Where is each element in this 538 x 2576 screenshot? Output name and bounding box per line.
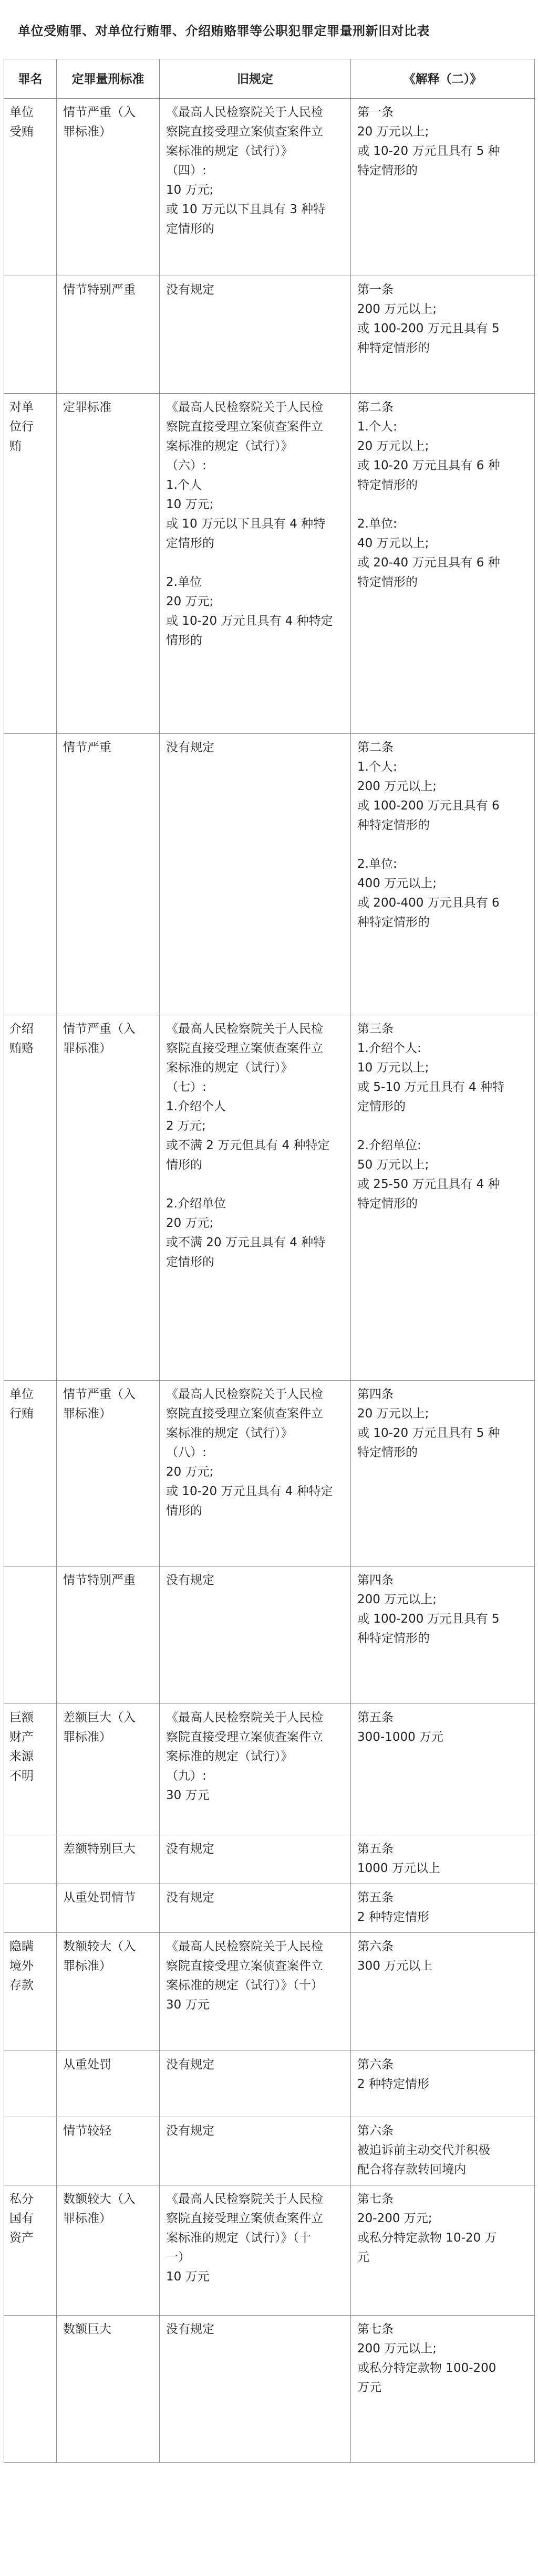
cell-line: 《最高人民检察院关于人民检 [166,1387,323,1401]
crime-cell [4,2117,57,2185]
old-rule-cell [160,99,351,276]
cell-line: （九）: [166,1769,206,1783]
cell-line: 元 [357,2251,369,2264]
cell-line: 察院直接受理立案侦查案件立 [166,1730,323,1744]
cell-line [357,495,528,514]
cell-line: 特定情形的 [357,164,418,177]
cell-line: 没有规定 [166,283,214,297]
cell-line: 巨额 [9,1711,34,1725]
cell-line: 单位 [9,106,34,119]
table-row [4,276,535,394]
new-rule-cell [351,394,535,734]
cell-line: 特定情形的 [357,478,418,492]
crime-cell [4,2316,57,2463]
standard-cell [57,2185,160,2316]
cell-line: 行贿 [9,1407,34,1421]
standard-cell [57,1566,160,1704]
new-rule-cell [351,2185,535,2316]
table-header-row [4,59,535,99]
crime-cell [4,394,57,734]
crime-cell [4,1835,57,1884]
cell-line: 或私分特定款物 100-200 [357,2361,496,2375]
cell-line: 特定情形的 [357,1197,418,1211]
header-crime: 罪名 [4,59,57,99]
cell-line: 或 10 万元以下且具有 3 种特 [166,203,326,216]
cell-line: 贿赂 [9,1042,34,1055]
cell-line: 没有规定 [166,2058,214,2072]
standard-cell [57,1884,160,1933]
cell-line: 或 10-20 万元且具有 5 种 [357,144,500,158]
standard-cell [57,1835,160,1884]
new-rule-cell [351,2117,535,2185]
table-row [4,1884,535,1933]
old-rule-cell [160,2117,351,2185]
standard-cell [57,394,160,734]
new-rule-cell [351,1704,535,1835]
cell-line: 数额较大（入 [63,1940,136,1953]
crime-cell [4,2051,57,2117]
crime-cell [4,276,57,394]
table-row [4,2051,535,2117]
cell-line: 第四条 [357,1573,394,1587]
document-title: 单位受贿罪、对单位行贿罪、介绍贿赂罪等公职犯罪定罪量刑新旧对比表 [18,23,430,38]
cell-line: 案标准的规定（试行）》 [166,439,293,453]
old-rule-cell [160,734,351,1015]
cell-line: 第七条 [357,2322,394,2336]
table-row [4,99,535,276]
cell-line: 定情形的 [357,1100,406,1113]
new-rule-cell [351,1566,535,1704]
new-rule-cell [351,2316,535,2463]
cell-line: 400 万元以上; [357,877,437,890]
cell-line: 资产 [9,2231,34,2245]
cell-line: 定罪标准 [63,401,111,414]
table-body [4,99,535,2463]
cell-line: 或 25-50 万元且具有 4 种 [357,1177,500,1191]
cell-line: 2.介绍单位: [357,1139,421,1152]
cell-line: 财产 [9,1730,34,1744]
cell-line: 察院直接受理立案侦查案件立 [166,2212,323,2225]
new-rule-cell [351,1884,535,1933]
cell-line: 《最高人民检察院关于人民检 [166,1022,323,1036]
cell-line: 20 万元以上; [357,125,429,139]
table-row [4,734,535,1015]
old-rule-cell [160,2185,351,2316]
new-rule-cell [351,276,535,394]
cell-line: 2 种特定情形 [357,1910,429,1924]
cell-line: 案标准的规定（试行）》（十） [166,1979,323,1992]
cell-line: 罪标准） [63,1042,111,1055]
cell-line: 没有规定 [166,1573,214,1587]
cell-line: 罪标准） [63,1407,111,1421]
cell-line: 2.介绍单位 [166,1197,226,1211]
crime-cell [4,1704,57,1835]
cell-line: 贿 [9,439,22,453]
new-rule-cell [351,734,535,1015]
cell-line: 或 100-200 万元且具有 5 [357,322,500,335]
cell-line: 《最高人民检察院关于人民检 [166,1711,323,1725]
cell-line: 从重处罚情节 [63,1891,136,1905]
cell-line: 或 200-400 万元且具有 6 [357,896,500,910]
cell-line: 种特定情形的 [357,341,430,355]
standard-cell [57,1704,160,1835]
cell-line: 特定情形的 [357,575,418,589]
cell-line: 没有规定 [166,2322,214,2336]
header-new-interpretation: 《解释（二）》 [351,59,535,99]
cell-line: 1.介绍个人: [357,1042,421,1055]
cell-line: 300-1000 万元 [357,1730,444,1744]
cell-line [357,835,528,855]
old-rule-cell [160,394,351,734]
cell-line: 2 种特定情形 [357,2077,429,2091]
cell-line: 介绍 [9,1022,34,1036]
cell-line: 第一条 [357,283,394,297]
cell-line: 1.个人: [357,420,397,434]
old-rule-cell [160,1884,351,1933]
cell-line: 或 100-200 万元且具有 6 [357,799,500,813]
cell-line: 差额特别巨大 [63,1842,136,1856]
old-rule-cell [160,1704,351,1835]
crime-cell [4,734,57,1015]
cell-line: 1.个人 [166,478,202,492]
cell-line: 第六条 [357,2124,394,2138]
cell-line: 《最高人民检察院关于人民检 [166,1940,323,1953]
cell-line: 10 万元以上; [357,1061,429,1075]
cell-line: 《最高人民检察院关于人民检 [166,2192,323,2206]
cell-line: 一） [166,2251,190,2264]
cell-line: 或 10-20 万元且具有 4 种特定 [166,614,333,628]
standard-cell [57,2316,160,2463]
cell-line: 30 万元 [166,1998,210,2012]
new-rule-cell [351,1015,535,1381]
crime-cell [4,1933,57,2051]
old-rule-cell [160,276,351,394]
table-row [4,1381,535,1566]
table-row [4,1015,535,1381]
cell-line: 种特定情形的 [357,1632,430,1645]
cell-line: 察院直接受理立案侦查案件立 [166,1959,323,1973]
cell-line: 20 万元; [166,1216,214,1230]
cell-line: 2.单位: [357,517,397,531]
cell-line: 位行 [9,420,34,434]
standard-cell [57,1381,160,1566]
cell-line: 10 万元; [166,498,214,511]
cell-line: 案标准的规定（试行）》 [166,1061,293,1075]
cell-line: （七）: [166,1080,206,1094]
cell-line: 罪标准） [63,1730,111,1744]
cell-line: 察院直接受理立案侦查案件立 [166,420,323,434]
cell-line: 情节特别严重 [63,1573,136,1587]
cell-line: 或 10-20 万元且具有 6 种 [357,459,500,472]
new-rule-cell [351,2051,535,2117]
new-rule-cell [351,1381,535,1566]
cell-line: 种特定情形的 [357,818,430,832]
cell-line: 没有规定 [166,741,214,754]
cell-line: 或 100-200 万元且具有 5 [357,1612,500,1626]
cell-line: 《最高人民检察院关于人民检 [166,401,323,414]
cell-line: 第一条 [357,106,394,119]
cell-line: 或 10-20 万元且具有 4 种特定 [166,1485,333,1498]
cell-line: 20 万元以上; [357,1407,429,1421]
standard-cell [57,1933,160,2051]
cell-line: 10 万元; [166,183,214,197]
cell-line: （四）: [166,164,206,177]
cell-line: 第六条 [357,2058,394,2072]
cell-line: 或不满 2 万元但具有 4 种特定 [166,1139,330,1152]
old-rule-cell [160,1015,351,1381]
cell-line: 定情形的 [166,537,214,550]
cell-line: 没有规定 [166,1842,214,1856]
cell-line [166,1175,344,1194]
cell-line: 20 万元; [166,595,214,608]
new-rule-cell [351,1835,535,1884]
cell-line: 对单 [9,401,34,414]
cell-line: 特定情形的 [357,1446,418,1459]
header-old-rule: 旧规定 [160,59,351,99]
old-rule-cell [160,1835,351,1884]
old-rule-cell [160,1381,351,1566]
standard-cell [57,2117,160,2185]
cell-line: 情节较轻 [63,2124,111,2138]
table-row [4,1566,535,1704]
old-rule-cell [160,1566,351,1704]
cell-line: 2.单位 [166,575,202,589]
cell-line [357,1117,528,1136]
cell-line: 2 万元; [166,1119,206,1133]
cell-line: 案标准的规定（试行）》 [166,1426,293,1440]
cell-line: 20 万元; [166,1465,214,1479]
table-row [4,2316,535,2463]
cell-line: 或 10-20 万元且具有 5 种 [357,1426,500,1440]
cell-line: 第五条 [357,1891,394,1905]
cell-line: 200 万元以上; [357,1593,437,1606]
cell-line: 察院直接受理立案侦查案件立 [166,125,323,139]
cell-line: 或 20-40 万元且具有 6 种 [357,556,500,570]
cell-line: 情形的 [166,634,202,647]
cell-line: 私分 [9,2192,34,2206]
cell-line: 从重处罚 [63,2058,111,2072]
table-row [4,1933,535,2051]
cell-line: 种特定情形的 [357,916,430,929]
table-row [4,1704,535,1835]
cell-line: 20 万元以上; [357,439,429,453]
cell-line: 罪标准） [63,1959,111,1973]
old-rule-cell [160,1933,351,2051]
standard-cell [57,276,160,394]
cell-line: 被追诉前主动交代并积极 [357,2143,490,2157]
cell-line: 察院直接受理立案侦查案件立 [166,1407,323,1421]
cell-line: 案标准的规定（试行）》 [166,1750,293,1763]
cell-line: 情形的 [166,1158,202,1172]
cell-line: （六）: [166,459,206,472]
cell-line: 第三条 [357,1022,394,1036]
cell-line: 情节严重（入 [63,106,136,119]
cell-line: 情节特别严重 [63,283,136,297]
cell-line: 配合将存款转回境内 [357,2163,466,2177]
crime-cell [4,2185,57,2316]
cell-line: 第七条 [357,2192,394,2206]
cell-line: 或私分特定款物 10-20 万 [357,2231,497,2245]
standard-cell [57,99,160,276]
cell-line: 第六条 [357,1940,394,1953]
cell-line: 罪标准） [63,2212,111,2225]
table-row [4,394,535,734]
crime-cell [4,1884,57,1933]
cell-line: 2.单位: [357,857,397,871]
table-row [4,1835,535,1884]
cell-line: 200 万元以上; [357,780,437,793]
cell-line: 情节严重（入 [63,1387,136,1401]
cell-line: 定情形的 [166,1255,214,1269]
cell-line: 第五条 [357,1842,394,1856]
comparison-table [4,59,535,2463]
cell-line: 万元 [357,2381,381,2394]
table-row [4,2117,535,2185]
cell-line: 不明 [9,1769,34,1783]
cell-line: 300 万元以上 [357,1959,433,1973]
header-standard: 定罪量刑标准 [57,59,160,99]
cell-line: 受贿 [9,125,34,139]
cell-line: 200 万元以上; [357,302,437,316]
cell-line: 20-200 万元; [357,2212,432,2225]
old-rule-cell [160,2316,351,2463]
cell-line: 40 万元以上; [357,537,429,550]
cell-line: 存款 [9,1979,34,1992]
cell-line: 国有 [9,2212,34,2225]
cell-line: 第二条 [357,741,394,754]
cell-line: 或 10 万元以下且具有 4 种特 [166,517,326,531]
cell-line: 或不满 20 万元且具有 4 种特 [166,1236,326,1249]
cell-line: 第五条 [357,1711,394,1725]
table-row [4,2185,535,2316]
cell-line: 案标准的规定（试行）》 [166,144,293,158]
cell-line: 1.个人: [357,760,397,774]
cell-line: 200 万元以上; [357,2342,437,2356]
cell-line: 1.介绍个人 [166,1100,226,1113]
cell-line: 隐瞒 [9,1940,34,1953]
cell-line: 没有规定 [166,1891,214,1905]
cell-line: 差额巨大（入 [63,1711,136,1725]
new-rule-cell [351,99,535,276]
cell-line: 情形的 [166,1504,202,1518]
crime-cell [4,1381,57,1566]
cell-line: 罪标准） [63,125,111,139]
cell-line: 情节严重（入 [63,1022,136,1036]
cell-line: 数额巨大 [63,2322,111,2336]
cell-line: 50 万元以上; [357,1158,429,1172]
crime-cell [4,1566,57,1704]
new-rule-cell [351,1933,535,2051]
cell-line: 《最高人民检察院关于人民检 [166,106,323,119]
crime-cell [4,99,57,276]
cell-line: 没有规定 [166,2124,214,2138]
cell-line: （八）: [166,1446,206,1459]
cell-line: 30 万元 [166,1789,210,1802]
cell-line: 第四条 [357,1387,394,1401]
standard-cell [57,734,160,1015]
old-rule-cell [160,2051,351,2117]
crime-cell [4,1015,57,1381]
cell-line: 察院直接受理立案侦查案件立 [166,1042,323,1055]
cell-line: 单位 [9,1387,34,1401]
cell-line: 1000 万元以上 [357,1862,440,1875]
cell-line: 或 5-10 万元且具有 4 种特 [357,1080,505,1094]
standard-cell [57,1015,160,1381]
standard-cell [57,2051,160,2117]
cell-line [166,553,344,573]
cell-line: 情节严重 [63,741,111,754]
cell-line: 案标准的规定（试行）》（十 [166,2231,311,2245]
cell-line: 来源 [9,1750,34,1763]
cell-line: 定情形的 [166,222,214,236]
cell-line: 境外 [9,1959,34,1973]
cell-line: 数额较大（入 [63,2192,136,2206]
cell-line: 第二条 [357,401,394,414]
cell-line: 10 万元 [166,2270,210,2284]
